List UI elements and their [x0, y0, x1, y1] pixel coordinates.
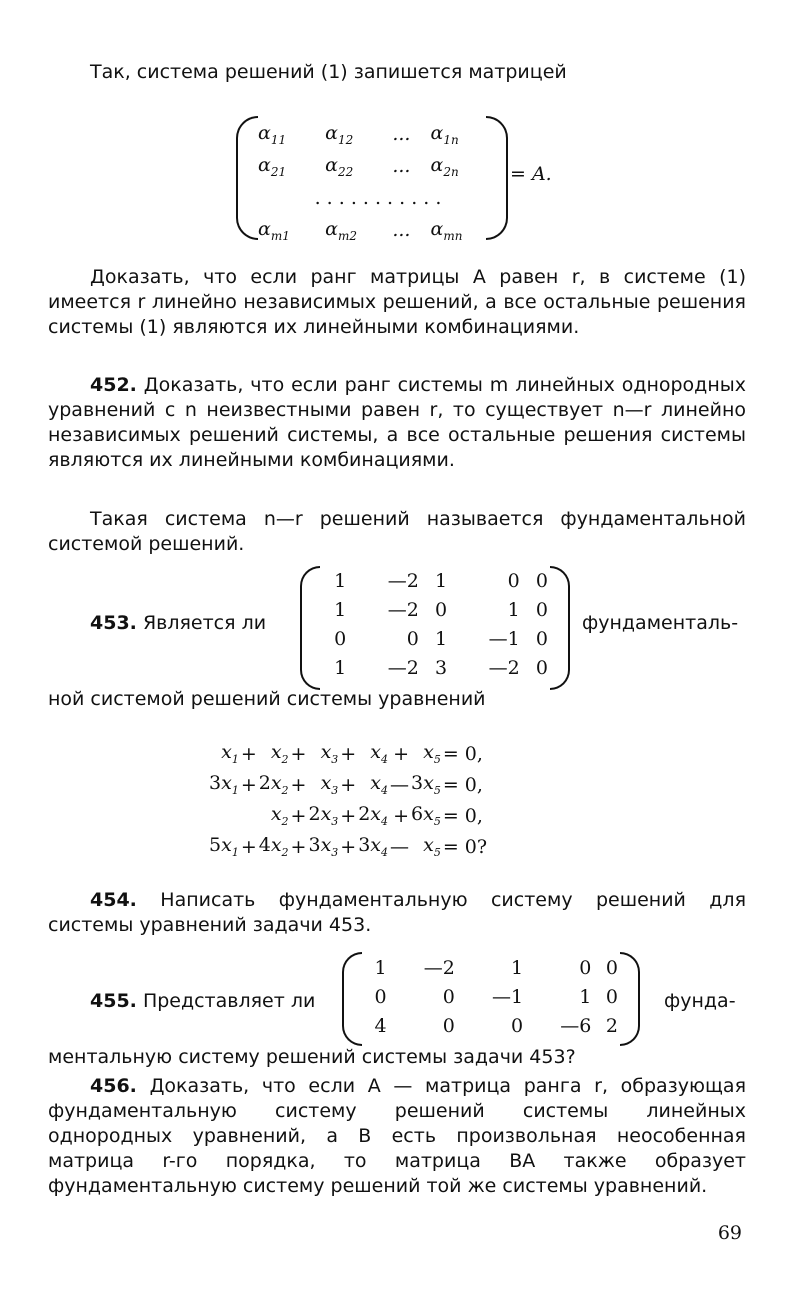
matrix-a-cell: $\alpha_{11}$ — [258, 121, 287, 147]
matrix-a-left-paren — [236, 116, 258, 240]
problem-455-continuation: ментальную систему решений системы задачи 453? — [48, 1046, 576, 1068]
matrix-455-row — [360, 953, 618, 982]
equation-term: + — [340, 804, 357, 827]
problem-452 — [48, 373, 746, 473]
matrix-453-cell: 0 — [435, 598, 448, 621]
problem-453-trail: фундаменталь- — [582, 612, 739, 634]
equation-term: $x_2$ — [270, 741, 289, 766]
matrix-453-row — [318, 653, 548, 682]
matrix-453-cell: —2 — [387, 569, 419, 592]
matrix-455-cell: 0 — [374, 985, 387, 1008]
matrix-a-cell: ... — [392, 123, 411, 145]
equation-term: $4x_2$ — [258, 834, 289, 859]
matrix-a — [258, 118, 498, 246]
problem-454 — [48, 888, 746, 938]
matrix-453-cell: 0 — [535, 656, 548, 679]
matrix-455-right-paren — [620, 952, 640, 1046]
problem-456-number: 456. — [90, 1075, 137, 1097]
equation-term: $x_5$ — [423, 741, 441, 766]
equation-term: $2x_2$ — [258, 772, 289, 797]
equation-system — [208, 738, 488, 862]
matrix-455-cell: 0 — [442, 985, 455, 1008]
matrix-453-cell: 0 — [334, 627, 347, 650]
matrix-453-cell: 1 — [507, 598, 520, 621]
problem-453-lead-text: Является ли — [142, 612, 267, 634]
equation-term: + — [393, 804, 410, 827]
matrix-a-cell: $\alpha_{21}$ — [258, 153, 287, 179]
equation-term: $3x_4$ — [358, 834, 389, 859]
equation-term: + — [290, 835, 307, 858]
equation-row — [208, 831, 488, 862]
equation-term: $3x_3$ — [308, 834, 339, 859]
matrix-453-row — [318, 624, 548, 653]
matrix-453-cell: —2 — [387, 598, 419, 621]
matrix-455-cell: —6 — [560, 1014, 592, 1037]
equation-term: — — [390, 773, 410, 796]
prove-text: Доказать, что если ранг матрицы A равен r, в системе (1) имеется r линейно независимых решений, а все остальные решения системы (1) являются их линейными комбинациями. — [48, 266, 746, 338]
matrix-453-cell: 0 — [507, 569, 520, 592]
matrix-453-cell: 1 — [435, 627, 448, 650]
matrix-a-cell: $\alpha_{12}$ — [325, 121, 354, 147]
equation-term: $x_5$ — [423, 834, 441, 859]
equation-term: = 0? — [442, 835, 488, 858]
matrix-453-cell: —1 — [488, 627, 520, 650]
matrix-455-cell: 0 — [579, 956, 592, 979]
matrix-455-cell: 0 — [511, 1014, 524, 1037]
problem-452-number: 452. — [90, 374, 137, 396]
matrix-455-row — [360, 982, 618, 1011]
equation-row — [208, 800, 488, 831]
equation-term: + — [340, 773, 357, 796]
equation-term — [208, 800, 240, 831]
equation-row — [208, 769, 488, 800]
equation-term: $3x_1$ — [209, 772, 239, 797]
matrix-453-cell: 0 — [535, 627, 548, 650]
matrix-a-row — [258, 118, 498, 150]
equation-row — [208, 738, 488, 769]
matrix-455-cell: 0 — [605, 956, 618, 979]
matrix-a-cell: . . . . . . . . . . . — [314, 187, 442, 209]
equation-term — [240, 800, 258, 831]
equation-term: $x_3$ — [320, 741, 339, 766]
problem-455-lead — [90, 990, 315, 1012]
matrix-a-cell: ... — [392, 155, 411, 177]
matrix-453-cell: 3 — [435, 656, 448, 679]
problem-453-continuation: ной системой решений системы уравнений — [48, 688, 486, 710]
equation-term: + — [240, 835, 257, 858]
matrix-a-cell: ... — [392, 219, 411, 241]
matrix-455-left-paren — [342, 952, 362, 1046]
equation-term: + — [240, 742, 257, 765]
equation-term: $2x_4$ — [358, 803, 389, 828]
matrix-a-cell: $\alpha_{22}$ — [325, 153, 354, 179]
matrix-455-row — [360, 1011, 618, 1040]
equation-term: + — [340, 742, 357, 765]
equation-term: $x_4$ — [370, 772, 389, 797]
equation-term: $2x_3$ — [308, 803, 339, 828]
matrix-a-rhs: = A. — [510, 163, 552, 185]
fundamental-paragraph — [48, 507, 746, 557]
matrix-453-left-paren — [300, 566, 320, 690]
problem-452-text: Доказать, что если ранг системы m линейных однородных уравнений с n неизвестными равен r, то существует n—r линейно независимых решений системы, а все остальные решения системы являются их линейными комбинациями. — [48, 374, 746, 471]
equation-term: + — [290, 742, 307, 765]
equation-term: + — [290, 804, 307, 827]
prove-paragraph — [48, 265, 746, 340]
equation-term: $x_1$ — [221, 741, 239, 766]
matrix-455-cell: —1 — [492, 985, 524, 1008]
matrix-455-cell: 1 — [374, 956, 387, 979]
matrix-453-right-paren — [550, 566, 570, 690]
matrix-a-right-paren — [486, 116, 508, 240]
equation-term: $x_2$ — [270, 803, 289, 828]
matrix-455-cell: 1 — [511, 956, 524, 979]
matrix-455 — [360, 953, 618, 1040]
problem-454-text: Написать фундаментальную систему решений для системы уравнений задачи 453. — [48, 889, 747, 936]
equation-term: + — [393, 742, 410, 765]
problem-456 — [48, 1074, 746, 1199]
problem-455-lead-text: Представляет ли — [142, 990, 316, 1012]
matrix-a-cell: $\alpha_{mn}$ — [430, 217, 463, 243]
matrix-453-cell: 0 — [535, 569, 548, 592]
intro-text: Так, система решений (1) запишется матрицей — [90, 61, 567, 83]
fundamental-text: Такая система n—r решений называется фундаментальной системой решений. — [48, 508, 746, 555]
matrix-453-cell: 1 — [334, 656, 347, 679]
matrix-453-cell: —2 — [387, 656, 419, 679]
matrix-453-cell: 1 — [334, 569, 347, 592]
matrix-455-cell: 4 — [374, 1014, 387, 1037]
matrix-a-cell: $\alpha_{1n}$ — [430, 121, 459, 147]
equation-term: = 0, — [442, 804, 483, 827]
equation-term: + — [340, 835, 357, 858]
matrix-a-cell: $\alpha_{m2}$ — [325, 217, 358, 243]
matrix-455-cell: 1 — [579, 985, 592, 1008]
problem-453-number: 453. — [90, 612, 137, 634]
matrix-453-cell: 1 — [435, 569, 448, 592]
matrix-a-cell: $\alpha_{2n}$ — [430, 153, 459, 179]
matrix-453-cell: 1 — [334, 598, 347, 621]
problem-455-trail: фунда- — [664, 990, 736, 1012]
problem-454-number: 454. — [90, 889, 137, 911]
equation-term: + — [290, 773, 307, 796]
equation-term: $6x_5$ — [411, 803, 441, 828]
matrix-453-cell: 0 — [406, 627, 419, 650]
matrix-453-cell: —2 — [488, 656, 520, 679]
matrix-453-row — [318, 595, 548, 624]
equation-term: + — [240, 773, 257, 796]
equation-term: — — [390, 835, 410, 858]
equation-term: $x_4$ — [370, 741, 389, 766]
matrix-453-cell: 0 — [535, 598, 548, 621]
matrix-455-cell: 2 — [605, 1014, 618, 1037]
equation-term: $5x_1$ — [209, 834, 239, 859]
equation-term: = 0, — [442, 742, 483, 765]
problem-455-number: 455. — [90, 990, 137, 1012]
problem-456-text: Доказать, что если A — матрица ранга r, образующая фундаментальную систему решений системы линейных однородных уравнений, а B есть произвольная неособенная матрица r-го порядка, то матрица BA также образует фундаментальную систему решений той же системы уравнений. — [48, 1075, 746, 1197]
matrix-a-row — [258, 182, 498, 214]
matrix-a-row — [258, 150, 498, 182]
matrix-453-row — [318, 566, 548, 595]
matrix-453 — [318, 566, 548, 682]
intro-paragraph — [48, 60, 746, 85]
matrix-a-cell: $\alpha_{m1}$ — [258, 217, 290, 243]
matrix-455-cell: 0 — [442, 1014, 455, 1037]
equation-term: $3x_5$ — [411, 772, 441, 797]
page-number: 69 — [717, 1222, 742, 1244]
equation-term: $x_3$ — [320, 772, 339, 797]
matrix-a-row — [258, 214, 498, 246]
equation-term: = 0, — [442, 773, 483, 796]
matrix-455-cell: 0 — [605, 985, 618, 1008]
problem-453-lead — [90, 612, 266, 634]
matrix-455-cell: —2 — [423, 956, 455, 979]
